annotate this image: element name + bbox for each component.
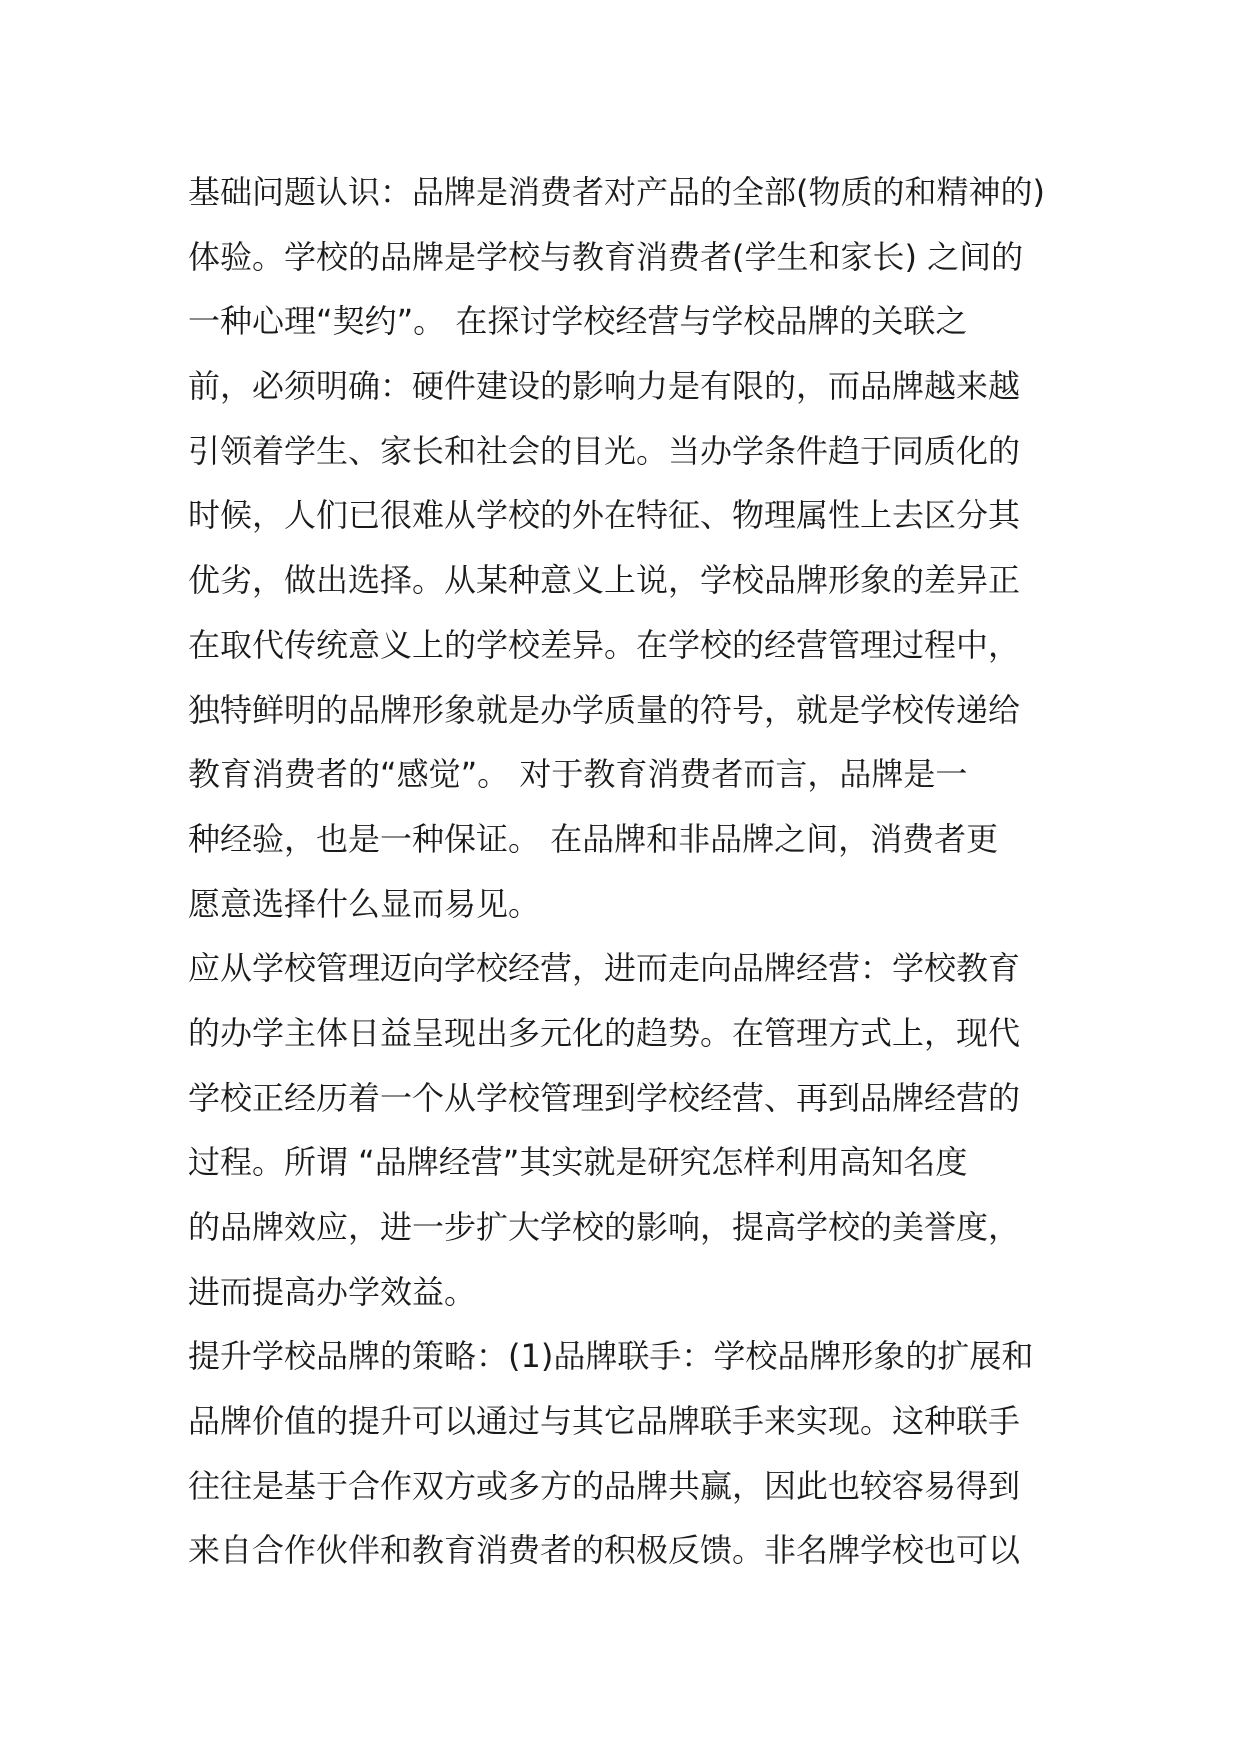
text-line: 的品牌效应，进一步扩大学校的影响，提高学校的美誉度， [188,1208,1021,1246]
text-line: 品牌价值的提升可以通过与其它品牌联手来实现。这种联手 [188,1402,1021,1441]
text-line: 独特鲜明的品牌形象就是办学质量的符号，就是学校传递给 [188,690,1021,729]
text-line: 进而提高办学效益。 [188,1272,477,1311]
text-line: 时候，人们已很难从学校的外在特征、物理属性上去区分其 [188,496,1021,535]
text-line: 应从学校管理迈向学校经营，进而走向品牌经营：学校教育 [188,949,1021,988]
text-line: 种经验，也是一种保证。 在品牌和非品牌之间，消费者更 [188,819,999,858]
text-line: 基础问题认识：品牌是消费者对产品的全部(物质的和精神的) [188,173,1045,211]
text-line: 体验。学校的品牌是学校与教育消费者(学生和家长) 之间的 [188,237,1024,276]
text-line: 在取代传统意义上的学校差异。在学校的经营管理过程中， [188,625,1021,664]
text-line: 前，必须明确：硬件建设的影响力是有限的，而品牌越来越 [188,367,1021,406]
text-line: 学校正经历着一个从学校管理到学校经营、再到品牌经营的 [188,1078,1021,1117]
text-line: 提升学校品牌的策略：(1)品牌联手：学校品牌形象的扩展和 [188,1337,1034,1376]
document-body [188,160,1068,1583]
text-line: 的办学主体日益呈现出多元化的趋势。在管理方式上，现代 [188,1013,1021,1052]
text-line: 往往是基于合作双方或多方的品牌共赢，因此也较容易得到 [188,1466,1021,1505]
text-line: 愿意选择什么显而易见。 [188,884,541,923]
text-line: 优劣，做出选择。从某种意义上说，学校品牌形象的差异正 [188,561,1021,600]
text-line: 引领着学生、家长和社会的目光。当办学条件趋于同质化的 [188,431,1021,470]
text-line: 过程。所谓 “品牌经营”其实就是研究怎样利用高知名度 [188,1143,968,1182]
text-line: 来自合作伙伴和教育消费者的积极反馈。非名牌学校也可以 [188,1531,1021,1570]
text-line: 一种心理“契约”。 在探讨学校经营与学校品牌的关联之 [188,302,968,341]
text-line: 教育消费者的“感觉”。 对于教育消费者而言，品牌是一 [188,755,968,794]
